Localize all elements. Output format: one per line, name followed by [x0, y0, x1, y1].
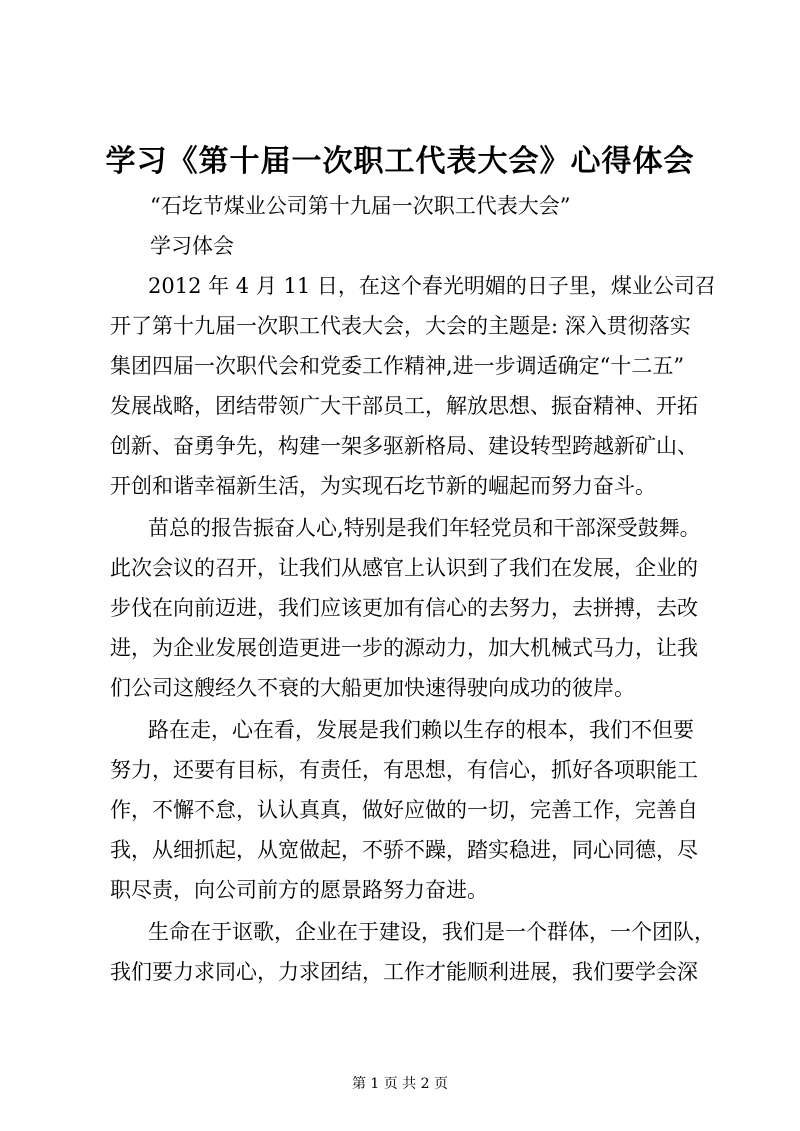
paragraph-1-line-6: 开创和谐幸福新生活，为实现石圪节新的崛起而努力奋斗。	[110, 474, 656, 498]
paragraph-3-line-4: 我，从细抓起，从宽做起，不骄不躁，踏实稳进，同心同德，尽	[110, 838, 698, 862]
paragraph-3-line-1: 路在走，心在看，发展是我们赖以生存的根本，我们不但要	[148, 718, 694, 742]
document-subtitle-2: 学习体会	[150, 234, 234, 258]
paragraph-1-line-2: 开了第十九届一次职工代表大会，大会的主题是: 深入贯彻落实	[110, 314, 691, 338]
paragraph-4-line-1: 生命在于讴歌，企业在于建设，我们是一个群体，一个团队，	[148, 920, 715, 944]
paragraph-3-line-5: 职尽责，向公司前方的愿景路努力奋进。	[110, 878, 488, 902]
paragraph-1-line-3: 集团四届一次职代会和党委工作精神,进一步调适确定“十二五”	[110, 354, 685, 378]
paragraph-3-line-3: 作，不懈不怠，认认真真，做好应做的一切，完善工作，完善自	[110, 798, 698, 822]
paragraph-4-line-2: 我们要力求同心，力求团结，工作才能顺利进展，我们要学会深	[110, 960, 698, 984]
page-footer: 第 1 页 共 2 页	[351, 1076, 449, 1092]
document-subtitle: “石圪节煤业公司第十九届一次职工代表大会”	[150, 194, 571, 218]
paragraph-2-line-2: 此次会议的召开，让我们从感官上认识到了我们在发展，企业的	[110, 556, 698, 580]
paragraph-2-line-5: 们公司这艘经久不衰的大船更加快速得驶向成功的彼岸。	[110, 676, 635, 700]
paragraph-1-line-4: 发展战略，团结带领广大干部员工，解放思想、振奋精神、开拓	[110, 394, 698, 418]
paragraph-2-line-1: 苗总的报告振奋人心,特别是我们年轻党员和干部深受鼓舞。	[148, 516, 701, 540]
document-title: 学习《第十届一次职工代表大会》心得体会	[105, 144, 695, 179]
paragraph-2-line-3: 步伐在向前迈进，我们应该更加有信心的去努力，去拼搏，去改	[110, 596, 698, 620]
paragraph-3-line-2: 努力，还要有目标，有责任，有思想，有信心，抓好各项职能工	[110, 758, 698, 782]
paragraph-1-line-5: 创新、奋勇争先，构建一架多驱新格局、建设转型跨越新矿山、	[110, 434, 698, 458]
paragraph-1-line-1: 2012 年 4 月 11 日，在这个春光明媚的日子里，煤业公司召	[148, 274, 716, 298]
paragraph-2-line-4: 进，为企业发展创造更进一步的源动力，加大机械式马力，让我	[110, 636, 698, 660]
